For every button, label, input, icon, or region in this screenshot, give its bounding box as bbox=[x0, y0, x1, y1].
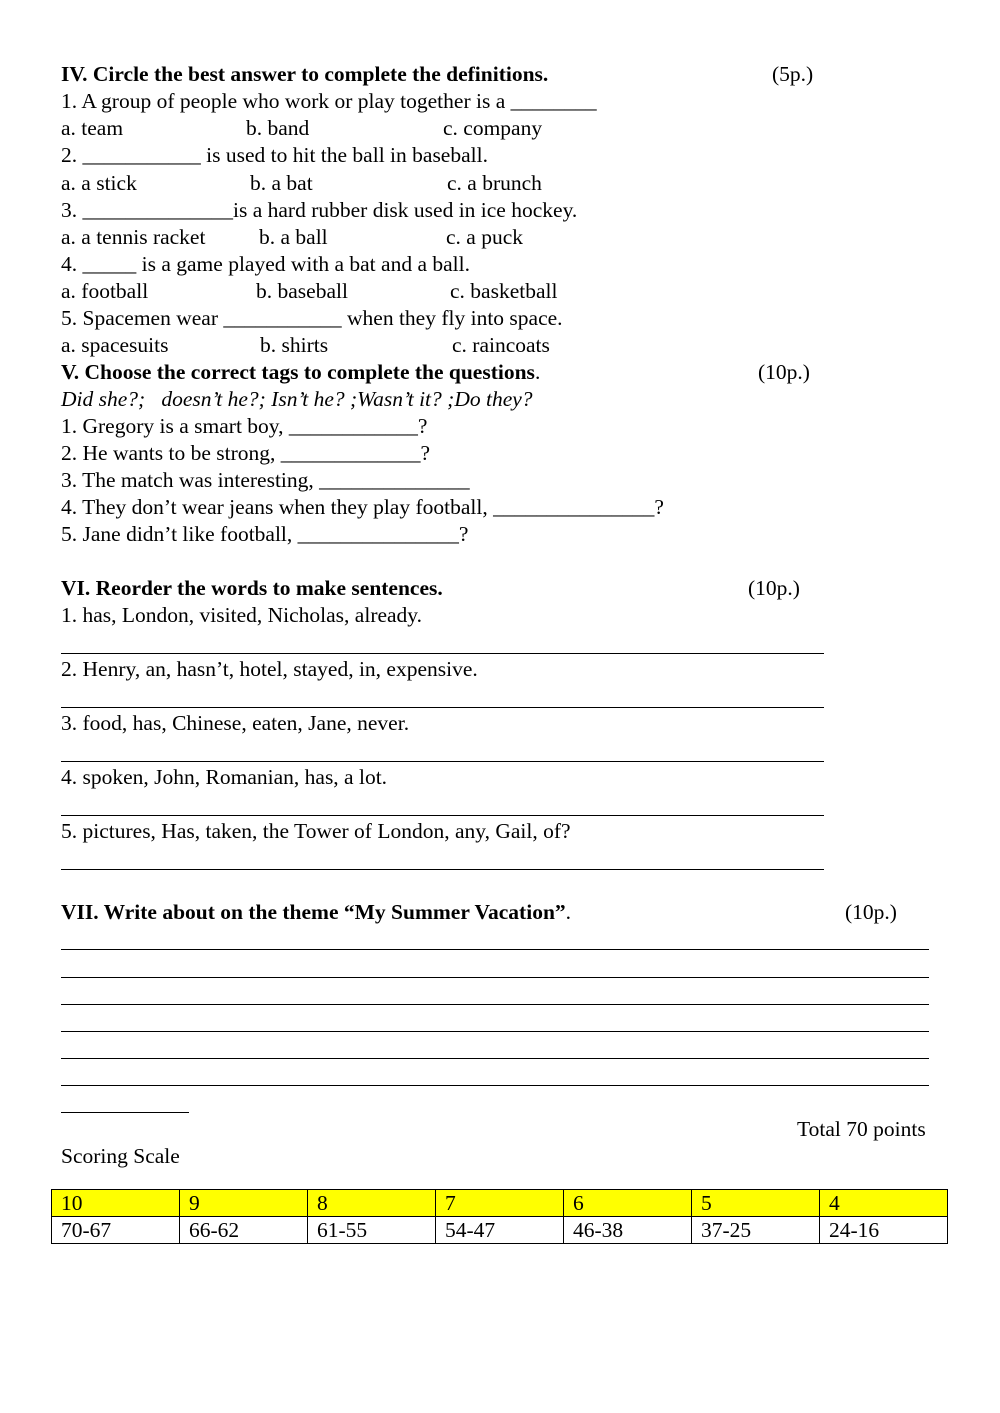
section-7-heading bbox=[61, 902, 571, 924]
section-7-title-end: . bbox=[565, 900, 572, 924]
s7-writing-line-2[interactable] bbox=[61, 977, 929, 978]
s4-q3-option-c[interactable]: c. a puck bbox=[446, 225, 524, 249]
s4-q2-option-c[interactable]: c. a brunch bbox=[447, 171, 542, 195]
s6-item-4: 4. spoken, John, Romanian, has, a lot. bbox=[61, 765, 388, 789]
section-5-heading bbox=[61, 362, 540, 384]
s6-answer-line-3[interactable] bbox=[61, 761, 824, 762]
s6-answer-line-1[interactable] bbox=[61, 653, 824, 654]
s4-q2-option-b[interactable]: b. a bat bbox=[250, 171, 313, 195]
grade-cell: 7 bbox=[436, 1190, 564, 1217]
s4-q5-option-a[interactable]: a. spacesuits bbox=[61, 333, 169, 357]
range-cell: 70-67 bbox=[52, 1217, 180, 1244]
range-cell: 24-16 bbox=[820, 1217, 948, 1244]
s5-item-3: 3. The match was interesting, ______________ bbox=[61, 468, 470, 492]
s4-q1-option-c[interactable]: c. company bbox=[443, 116, 543, 140]
s7-writing-line-7[interactable] bbox=[61, 1112, 189, 1113]
s4-question-5: 5. Spacemen wear ___________ when they fly into space. bbox=[61, 306, 563, 330]
s4-question-3: 3. ______________is a hard rubber disk used in ice hockey. bbox=[61, 198, 578, 222]
s4-q1-option-b[interactable]: b. band bbox=[246, 116, 310, 140]
s4-question-1: 1. A group of people who work or play together is a ________ bbox=[61, 89, 597, 113]
s7-writing-line-6[interactable] bbox=[61, 1085, 929, 1086]
section-5-title: V. Choose the correct tags to complete the questions bbox=[61, 360, 535, 384]
s7-writing-line-4[interactable] bbox=[61, 1031, 929, 1032]
s6-answer-line-5[interactable] bbox=[61, 869, 824, 870]
range-cell: 61-55 bbox=[308, 1217, 436, 1244]
s4-q4-option-b[interactable]: b. baseball bbox=[256, 279, 348, 303]
s4-question-4: 4. _____ is a game played with a bat and a ball. bbox=[61, 252, 470, 276]
grade-cell: 8 bbox=[308, 1190, 436, 1217]
s4-q5-option-c[interactable]: c. raincoats bbox=[452, 333, 550, 357]
grade-cell: 5 bbox=[692, 1190, 820, 1217]
grade-cell: 10 bbox=[52, 1190, 180, 1217]
s6-item-3: 3. food, has, Chinese, eaten, Jane, never. bbox=[61, 711, 410, 735]
range-cell: 54-47 bbox=[436, 1217, 564, 1244]
s6-answer-line-4[interactable] bbox=[61, 815, 824, 816]
s4-q3-option-a[interactable]: a. a tennis racket bbox=[61, 225, 206, 249]
section-5-title-end: . bbox=[534, 360, 541, 384]
s5-item-1: 1. Gregory is a smart boy, ____________? bbox=[61, 414, 428, 438]
grade-cell: 9 bbox=[180, 1190, 308, 1217]
s5-item-5: 5. Jane didn’t like football, _______________? bbox=[61, 522, 469, 546]
s4-q3-option-b[interactable]: b. a ball bbox=[259, 225, 328, 249]
s4-q2-option-a[interactable]: a. a stick bbox=[61, 171, 137, 195]
s6-item-5: 5. pictures, Has, taken, the Tower of London, any, Gail, of? bbox=[61, 819, 571, 843]
ranges-row bbox=[52, 1217, 948, 1244]
section-6-title: VI. Reorder the words to make sentences. bbox=[61, 576, 443, 600]
s6-item-2: 2. Henry, an, hasn’t, hotel, stayed, in, expensive. bbox=[61, 657, 478, 681]
s6-answer-line-2[interactable] bbox=[61, 707, 824, 708]
section-6-points: (10p.) bbox=[748, 576, 800, 600]
s7-writing-line-1[interactable] bbox=[61, 949, 929, 950]
section-5-points: (10p.) bbox=[758, 360, 810, 384]
section-5-tag-options: Did she?; doesn’t he?; Isn’t he? ;Wasn’t it? ;Do they? bbox=[61, 387, 533, 411]
s5-item-2: 2. He wants to be strong, _____________? bbox=[61, 441, 431, 465]
grades-row bbox=[52, 1190, 948, 1217]
s7-writing-line-3[interactable] bbox=[61, 1004, 929, 1005]
s4-q5-option-b[interactable]: b. shirts bbox=[260, 333, 329, 357]
section-7-points: (10p.) bbox=[845, 900, 897, 924]
s5-item-4: 4. They don’t wear jeans when they play football, _______________? bbox=[61, 495, 664, 519]
section-4-title: IV. Circle the best answer to complete the definitions. bbox=[61, 62, 549, 86]
scoring-scale-label: Scoring Scale bbox=[61, 1144, 180, 1168]
total-points: Total 70 points bbox=[797, 1117, 926, 1141]
grade-cell: 4 bbox=[820, 1190, 948, 1217]
s4-q1-option-a[interactable]: a. team bbox=[61, 116, 124, 140]
range-cell: 46-38 bbox=[564, 1217, 692, 1244]
section-7-title: VII. Write about on the theme “My Summer Vacation” bbox=[61, 900, 566, 924]
grade-cell: 6 bbox=[564, 1190, 692, 1217]
section-4-points: (5p.) bbox=[772, 62, 814, 86]
scoring-scale-table bbox=[51, 1189, 948, 1244]
s4-q4-option-c[interactable]: c. basketball bbox=[450, 279, 558, 303]
range-cell: 37-25 bbox=[692, 1217, 820, 1244]
s4-q4-option-a[interactable]: a. football bbox=[61, 279, 149, 303]
s7-writing-line-5[interactable] bbox=[61, 1058, 929, 1059]
s4-question-2: 2. ___________ is used to hit the ball in baseball. bbox=[61, 143, 488, 167]
s6-item-1: 1. has, London, visited, Nicholas, already. bbox=[61, 603, 423, 627]
range-cell: 66-62 bbox=[180, 1217, 308, 1244]
